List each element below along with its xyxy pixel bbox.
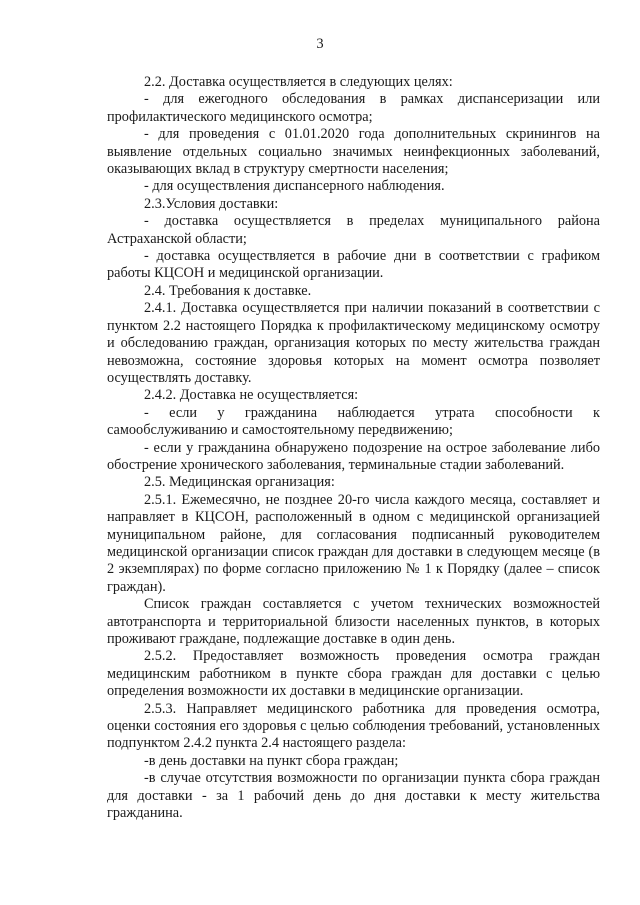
paragraph-2-4-2: 2.4.2. Доставка не осуществляется: (144, 387, 359, 404)
paragraph-2-3-item-2: - доставка осуществляется в рабочие дни в соответствии с графиком работы КЦСОН и медицинской организации. (107, 248, 600, 282)
paragraph-2-2: 2.2. Доставка осуществляется в следующих целях: (144, 74, 453, 90)
paragraph-2-4-2-item-1: - если у гражданина наблюдается утрата способности к самообслуживанию и самостоятельному передвижению; (107, 404, 600, 439)
paragraph-2-5-2: 2.5.2. Предоставляет возможность проведения осмотра граждан медицинским работником в пункте сбора граждан для доставки с целью определения возможности их доставки в медицинские организации. (107, 648, 600, 700)
paragraph-2-2-item-2: - для проведения с 01.01.2020 года дополнительных скринингов на выявление отдельных социально значимых неинфекционных заболеваний, оказывающих вклад в структуру смертности населения; (107, 126, 600, 178)
paragraph-2-5-3-item-1: -в день доставки на пункт сбора граждан; (144, 752, 399, 769)
paragraph-2-5: 2.5. Медицинская организация: (144, 474, 335, 491)
paragraph-2-4-2-item-2: - если у гражданина обнаружено подозрение на острое заболевание либо обострение хронического заболевания, терминальные стадии заболеваний. (107, 439, 600, 473)
paragraph-2-2-item-3: - для осуществления диспансерного наблюдения. (144, 178, 445, 195)
page-number: 3 (316, 36, 324, 52)
document-body (107, 74, 600, 822)
paragraph-2-5-3-item-2: -в случае отсутствия возможности по организации пункта сбора граждан для доставки - за 1 рабочий день до дня доставки к месту жительства гражданина. (107, 770, 600, 822)
paragraph-2-2-item-1: - для ежегодного обследования в рамках диспансеризации или профилактического медицинского осмотра; (107, 91, 600, 125)
paragraph-2-3: 2.3.Условия доставки: (144, 195, 279, 212)
paragraph-citizen-list: Список граждан составляется с учетом технических возможностей автотранспорта и территориальной близости населенных пунктов, в которых проживают граждане, подлежащие доставке в один день. (107, 596, 600, 647)
paragraph-2-4: 2.4. Требования к доставке. (144, 282, 312, 299)
paragraph-2-5-3: 2.5.3. Направляет медицинского работника для проведения осмотра, оценки состояния его здоровья с целью соблюдения требований, установленных подпунктом 2.4.2 пункта 2.4 настоящего раздела: (107, 700, 600, 752)
paragraph-2-4-1: 2.4.1. Доставка осуществляется при наличии показаний в соответствии с пунктом 2.2 настоящего Порядка к профилактическому медицинскому осмотру и обследованию граждан, организация которых по месту жительства граждан невозможна, состояние здоровья которых на момент осмотра позволяет осуществлять доставку. (107, 300, 600, 386)
paragraph-2-3-item-1: - доставка осуществляется в пределах муниципального района Астраханской области; (107, 213, 600, 247)
paragraph-2-5-1: 2.5.1. Ежемесячно, не позднее 20-го числа каждого месяца, составляет и направляет в КЦСОН, расположенный в одном с медицинской организацией муниципальном районе, для согласования подписанный руководителем медицинской организации список граждан для доставки в следующем месяце (в 2 экземплярах) по форме согласно приложению № 1 к Порядку (далее – список граждан). (107, 491, 600, 595)
